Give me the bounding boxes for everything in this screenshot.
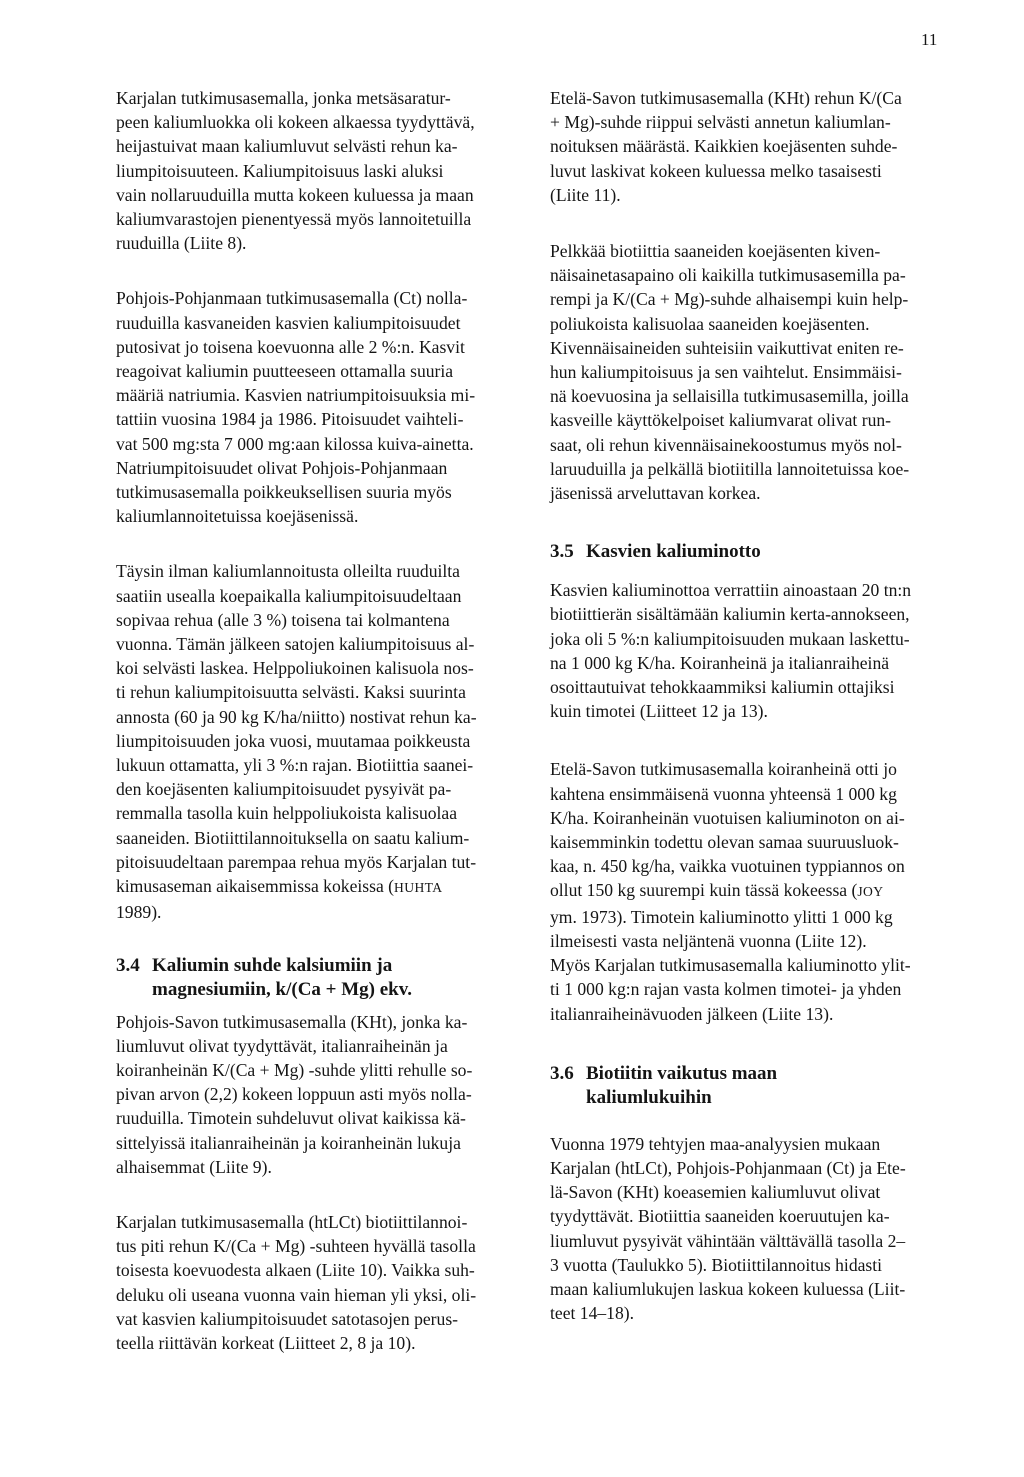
text-line: joka oli 5 %:n kaliumpitoisuuden mukaan laskettu- <box>550 628 910 649</box>
text-line: toisesta koevuodesta alkaen (Liite 10). Vaikka suh- <box>116 1260 475 1281</box>
text-line: liumpitoisuuden joka vuosi, muutamaa poikkeusta <box>116 730 471 751</box>
text-line: kaisemminkin todettu olevan samaa suuruusluok- <box>550 832 899 853</box>
paragraph <box>116 559 518 924</box>
text-line: pivan arvon (2,2) kokeen loppuun asti myös nolla- <box>116 1084 472 1105</box>
text-line: Etelä-Savon tutkimusasemalla koiranheinä otti jo <box>550 759 897 780</box>
text-line: määriä natriumia. Kasvien natriumpitoisuuksia mi- <box>116 385 476 406</box>
text-line: saaneiden. Biotiittilannoituksella on saatu kalium- <box>116 827 470 848</box>
text-line: vuonna. Tämän jälkeen satojen kaliumpitoisuus al- <box>116 634 475 655</box>
text-line: vain nollaruuduilla mutta kokeen kuluessa ja maan <box>116 184 474 205</box>
section-number: 3.4 <box>116 954 140 976</box>
author-name: HUHTA <box>394 880 443 896</box>
text-fragment: ollut 150 kg suurempi kuin tässä kokeessa ( <box>550 880 858 901</box>
text-line: tus piti rehun K/(Ca + Mg) -suhteen hyvällä tasolla <box>116 1236 476 1257</box>
paragraph <box>116 286 518 528</box>
text-line: Vuonna 1979 tehtyjen maa-analyysien mukaan <box>550 1133 881 1154</box>
text-line <box>550 878 950 904</box>
text-line: kaliumvarastojen pienentyessä myös lannoitetuilla <box>116 209 472 230</box>
text-line: laruuduilla ja pelkällä biotiitilla lannoitetuissa koe- <box>550 458 910 479</box>
text-line: Natriumpitoisuudet olivat Pohjois-Pohjanmaan <box>116 457 448 478</box>
text-line: hun kaliumpitoisuus ja sen vaihtelut. Ensimmäisi- <box>550 362 902 383</box>
text-line: kahtena ensimmäisenä vuonna yhteensä 1 000 kg <box>550 783 897 804</box>
text-line: teet 14–18). <box>550 1303 635 1324</box>
text-line: Kivennäisaineiden suhteisiin vaikuttivat eniten re- <box>550 337 904 358</box>
text-fragment: kimusaseman aikaisemmissa kokeissa ( <box>116 876 395 897</box>
author-name: JOY <box>857 884 884 900</box>
paragraph <box>550 239 950 505</box>
section-number: 3.5 <box>550 541 574 563</box>
text-line: Karjalan tutkimusasemalla (htLCt) biotiittilannoi- <box>116 1211 468 1232</box>
text-line: ruuduilla (Liite 8). <box>116 233 247 254</box>
text-line: kasveille käyttökelpoiset kaliumvarat olivat run- <box>550 410 892 431</box>
text-line: saat, oli rehun kivennäisainekoostumus myös nol- <box>550 434 902 455</box>
text-line: Myös Karjalan tutkimusasemalla kaliuminotto ylit- <box>550 955 911 976</box>
section-heading-3-4 <box>116 954 518 1002</box>
text-line: nä koevuosina ja sellaisilla tutkimusasemilla, joilla <box>550 386 909 407</box>
paragraph <box>116 1010 518 1179</box>
text-line: teella riittävän korkeat (Liitteet 2, 8 ja 10). <box>116 1332 416 1353</box>
text-line: 3 vuotta (Taulukko 5). Biotiittilannoitus hidasti <box>550 1254 883 1275</box>
text-line: ti 1 000 kg:n rajan vasta kolmen timotei- ja yhden <box>550 979 902 1000</box>
paragraph <box>550 1132 950 1326</box>
section-title <box>586 1062 777 1110</box>
text-line: Pelkkää biotiittia saaneiden koejäsenten kiven- <box>550 241 881 262</box>
text-line: sopivaa rehua (alle 3 %) toisena tai kolmantena <box>116 609 450 630</box>
text-line: ruuduilla kasvaneiden kasvien kaliumpitoisuudet <box>116 312 461 333</box>
paragraph <box>550 757 950 1025</box>
text-line: putosivat jo toisena koevuonna alle 2 %:n. Kasvit <box>116 336 465 357</box>
text-line: poliukoista kalisuolaa saaneiden koejäsenten. <box>550 313 870 334</box>
text-line: kaa, n. 450 kg/ha, vaikka vuotuinen typpiannos on <box>550 856 905 877</box>
text-line: na 1 000 kg K/ha. Koiranheinä ja italianraiheinä <box>550 652 890 673</box>
section-heading-3-6 <box>550 1062 950 1110</box>
paragraph <box>550 86 950 207</box>
text-line: ti rehun kaliumpitoisuutta selvästi. Kaksi suurinta <box>116 682 466 703</box>
text-line: saatiin usealla koepaikalla kaliumpitoisuudeltaan <box>116 585 462 606</box>
text-line: Karjalan tutkimusasemalla, jonka metsäsaratur- <box>116 88 451 108</box>
title-line: Biotiitin vaikutus maan <box>586 1062 778 1084</box>
text-line: osoittautuivat tehokkaammiksi kaliumin ottajiksi <box>550 677 895 698</box>
text-line: lukuun ottamatta, yli 3 %:n rajan. Biotiittia saanei- <box>116 755 474 776</box>
text-line: vat kasvien kaliumpitoisuudet satotasojen perus- <box>116 1308 459 1329</box>
text-line: koi selvästi laskea. Helppoliukoinen kalisuola nos- <box>116 658 474 679</box>
text-line: remmalla tasolla kuin helppoliukoista kalisuolaa <box>116 803 458 824</box>
text-line: ilmeisesti vasta neljäntenä vuonna (Liite 12). <box>550 930 867 951</box>
text-line: reagoivat kaliumin puutteeseen ottamalla suuria <box>116 361 454 382</box>
text-line: den koejäsenten kaliumpitoisuudet pysyivät pa- <box>116 779 452 800</box>
section-heading-3-5 <box>550 540 950 564</box>
text-line: liumpitoisuuteen. Kaliumpitoisuus laski aluksi <box>116 160 444 181</box>
text-line: maan kaliumlukujen laskua kokeen kuluessa (Liit- <box>550 1278 906 1299</box>
text-line: tattiin vuosina 1984 ja 1986. Pitoisuudet vaihteli- <box>116 409 464 430</box>
page-number: 11 <box>921 30 938 49</box>
text-line: deluku oli useana vuonna vain hieman yli yksi, oli- <box>116 1284 477 1305</box>
text-line: Täysin ilman kaliumlannoitusta olleilta ruuduilta <box>116 561 460 582</box>
paragraph <box>116 1210 518 1355</box>
title-line: Kasvien kaliuminotto <box>586 541 761 563</box>
text-line: tutkimusasemalla poikkeuksellisen suuria myös <box>116 482 452 503</box>
text-line: Kasvien kaliuminottoa verrattiin ainoastaan 20 tn:n <box>550 580 912 601</box>
text-line: lä-Savon (KHt) koeasemien kaliumluvut olivat <box>550 1182 881 1203</box>
text-line: Pohjois-Savon tutkimusasemalla (KHt), jonka ka- <box>116 1011 468 1032</box>
text-line: heijastuivat maan kaliumluvut selvästi rehun ka- <box>116 136 458 157</box>
section-title <box>152 954 412 1002</box>
text-line: näisainetasapaino oli kaikilla tutkimusasemilla pa- <box>550 265 906 286</box>
text-line: (Liite 11). <box>550 184 621 205</box>
text-line: pitoisuudeltaan parempaa rehua myös Karjalan tut- <box>116 851 477 872</box>
text-line: Karjalan (htLCt), Pohjois-Pohjanmaan (Ct) ja Ete- <box>550 1157 906 1178</box>
title-line: magnesiumiin, k/(Ca + Mg) ekv. <box>152 978 412 1000</box>
text-line: liumluvut pysyivät vähintään välttävällä tasolla 2– <box>550 1230 906 1251</box>
title-line: Kaliumin suhde kalsiumiin ja <box>152 954 393 976</box>
text-line: ruuduilla. Timotein suhdeluvut olivat kaikissa kä- <box>116 1108 466 1129</box>
text-line: Etelä-Savon tutkimusasemalla (KHt) rehun K/(Ca <box>550 88 902 108</box>
text-line: alhaisemmat (Liite 9). <box>116 1156 272 1177</box>
text-line: luvut laskivat kokeen kuluessa melko tasaisesti <box>550 160 882 181</box>
text-line: sittelyissä italianraiheinän ja koiranheinän lukuja <box>116 1132 461 1153</box>
text-line: tyydyttävät. Biotiittia saaneiden koeruutujen ka- <box>550 1206 890 1227</box>
text-line: noituksen määrästä. Kaikkien koejäsenten suhde- <box>550 136 898 157</box>
right-column <box>550 86 950 1325</box>
text-line: jäsenissä arveluttavan korkea. <box>550 483 761 504</box>
text-line <box>116 874 518 900</box>
text-line: 1989). <box>116 902 162 923</box>
text-line: vat 500 mg:sta 7 000 mg:aan kilossa kuiva-ainetta. <box>116 433 474 454</box>
text-line: kuin timotei (Liitteet 12 ja 13). <box>550 701 768 722</box>
paragraph <box>116 86 518 255</box>
text-line: + Mg)-suhde riippui selvästi annetun kaliumlan- <box>550 112 891 133</box>
text-line: Pohjois-Pohjanmaan tutkimusasemalla (Ct) nolla- <box>116 288 468 309</box>
text-line: liumluvut olivat tyydyttävät, italianraiheinän ja <box>116 1035 448 1056</box>
text-line: kaliumlannoitetuissa koejäsenissä. <box>116 506 359 527</box>
section-title <box>586 540 761 564</box>
paragraph <box>550 578 950 723</box>
text-line: rempi ja K/(Ca + Mg)-suhde alhaisempi kuin help- <box>550 289 909 310</box>
text-line: K/ha. Koiranheinän vuotuisen kaliuminoton on ai- <box>550 807 905 828</box>
text-line: italianraiheinävuoden jälkeen (Liite 13). <box>550 1003 834 1024</box>
text-line: biotiittierän sisältämään kaliumin kerta-annokseen, <box>550 604 910 625</box>
title-line: kaliumlukuihin <box>586 1086 712 1108</box>
text-line: koiranheinän K/(Ca + Mg) -suhde ylitti rehulle so- <box>116 1059 473 1080</box>
left-column <box>116 86 518 1355</box>
text-line: peen kaliumluokka oli kokeen alkaessa tyydyttävä, <box>116 112 475 133</box>
section-number: 3.6 <box>550 1062 574 1084</box>
text-line: annosta (60 ja 90 kg K/ha/niitto) nostivat rehun ka- <box>116 706 477 727</box>
text-line: ym. 1973). Timotein kaliuminotto ylitti 1 000 kg <box>550 906 893 927</box>
